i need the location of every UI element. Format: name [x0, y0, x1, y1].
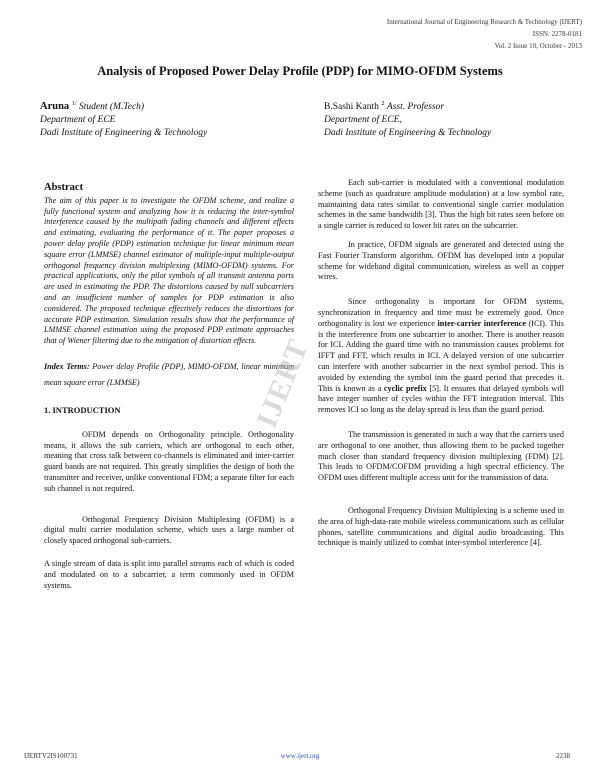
journal-header: [387, 16, 582, 52]
right-paragraph-2: In practice, OFDM signals are generated and detected using the Fast Fourier Transform algorithm. OFDM has developed into a popular scheme for wideband digital communication, wireless as well as copper wires.: [318, 239, 564, 282]
term-ici: inter-carrier interference: [437, 318, 526, 328]
author-1-sup: 1/: [71, 100, 77, 107]
intro-paragraph-3: A single stream of data is split into parallel streams each of which is coded and modulated on to a subcarrier, a term commonly used in OFDM systems.: [44, 558, 294, 590]
author-2-dept: Department of ECE,: [324, 115, 402, 126]
index-terms: [44, 359, 294, 391]
index-terms-label: Index Terms:: [44, 361, 90, 371]
abstract-heading: Abstract: [44, 182, 84, 193]
footer-page-number: 2238: [556, 752, 570, 760]
right-column: [318, 178, 564, 558]
index-terms-text: Power delay Profile (PDP), MIMO-OFDM, linear minimum mean square error (LMMSE): [44, 361, 294, 387]
footer-paper-id: IJERTV2IS100731: [24, 752, 78, 760]
author-2-role: Asst. Professor: [386, 102, 445, 113]
right-paragraph-1: Each sub-carrier is modulated with a conventional modulation scheme (such as quadrature amplitude modulation) at a low symbol rate, maintaining data rates similar to conventional single carrier modulation schemes in the same bandwidth [3]. Thus the high bit rates seen before on a single carrier is reduced to lower bit rates on the subcarrier.: [318, 178, 564, 231]
paper-title: Analysis of Proposed Power Delay Profile (PDP) for MIMO-OFDM Systems: [97, 64, 503, 78]
right-paragraph-5: Orthogonal Frequency Division Multiplexing is a scheme used in the area of high-data-rate mobile wireless communications such as cellular phones, satellite communications and digital audio broadcasting. This technique is mainly utilized to combat inter-symbol interference [4].: [318, 505, 564, 548]
right-paragraph-4: The transmission is generated in such a way that the carriers used are orthogonal to one another, thus allowing them to be packed together much closer than standard frequency division multiplexing (FDM) [2]. This leads to OFDM/COFDM providing a high spectral efficiency. The OFDM uses different multiple access unit for the transmission of data.: [318, 429, 564, 483]
author-1-role: Student (M.Tech): [79, 102, 145, 113]
term-cyclic-prefix: cyclic prefix: [383, 383, 427, 393]
intro-paragraph-1: OFDM depends on Orthogonality principle. Orthogonality means, it allows the sub carriers, which are orthogonal to each other, meaning that cross talk between co-channels is eliminated and inter-carrier guard bands are not required. This greatly simplifies the design of both the transmitter and receiver, unlike conventional FDM; a separate filter for each sub channel is not required.: [44, 429, 294, 493]
left-column: [44, 183, 294, 600]
author-1-name: Aruna: [40, 101, 70, 113]
journal-issn: ISSN: 2278-0181: [532, 30, 582, 38]
right-paragraph-3: Since orthogonality is important for OFDM systems, synchronization in frequency and time must be extremely good. Once orthogonality is lost we experience inter-carrier interference (ICI). This is the interference from one subcarrier to another. There is another reason for ICI. Adding the guard time with no transmission causes problems for IFFT and FFT, which results in ICI. A delayed version of one subcarrier can interfere with another subcarrier in the next symbol period. This is avoided by extending the symbol into the guard period that precedes it. This is known as a cyclic prefix [5]. It ensures that delayed symbols will have integer number of cycles within the FFT integration interval. This removes ICI so long as the delay spread is less than the guard period.: [318, 297, 564, 415]
intro-paragraph-2: Orthogonal Frequency Division Multiplexing (OFDM) is a digital multi carrier modulation scheme, which uses a large number of closely spaced orthogonal sub-carriers.: [44, 514, 294, 546]
footer-url[interactable]: www.ijert.org: [280, 752, 320, 760]
ijert-watermark: IJERT: [250, 334, 316, 433]
author-2-sup: 2: [381, 100, 385, 107]
author-2: [324, 97, 584, 140]
author-1-dept: Department of ECE: [40, 115, 116, 126]
journal-name: International Journal of Engineering Research & Technology (IJERT): [386, 18, 582, 26]
author-2-name: B.Sashi Kanth: [324, 102, 379, 113]
abstract-text: The aim of this paper is to investigate the OFDM scheme, and realize a fully functional system and analyzing how it is reducing the inter-symbol interference caused by the multipath fading channels and different effects and estimating, evaluating the performance of it. The paper proposes a power delay profile (PDP) estimation technique for linear minimum mean square error (LMMSE) channel estimator of multiple-input multiple-output orthogonal frequency division multiplexing (MIMO-OFDM) systems. For practical applications, only the pilot symbols of all transmit antenna ports are used in estimating the PDP. The distortions caused by null subcarriers and an insufficient number of samples for PDP estimation is also considered. The proposed technique effectively reduces the distortions for accurate PDP estimation. Simulation results show that the performance of LMMSE channel estimation using the proposed PDP estimate approaches that of Wiener filtering due to the mitigation of distortion effects.: [44, 195, 294, 346]
author-1: [40, 97, 280, 140]
section-heading-introduction: 1. INTRODUCTION: [44, 404, 121, 415]
author-1-inst: Dadi Institute of Engineering & Technology: [40, 128, 208, 139]
author-2-inst: Dadi Institute of Engineering & Technology: [324, 128, 492, 139]
journal-volume: Vol. 2 Issue 10, October - 2013: [494, 42, 582, 50]
